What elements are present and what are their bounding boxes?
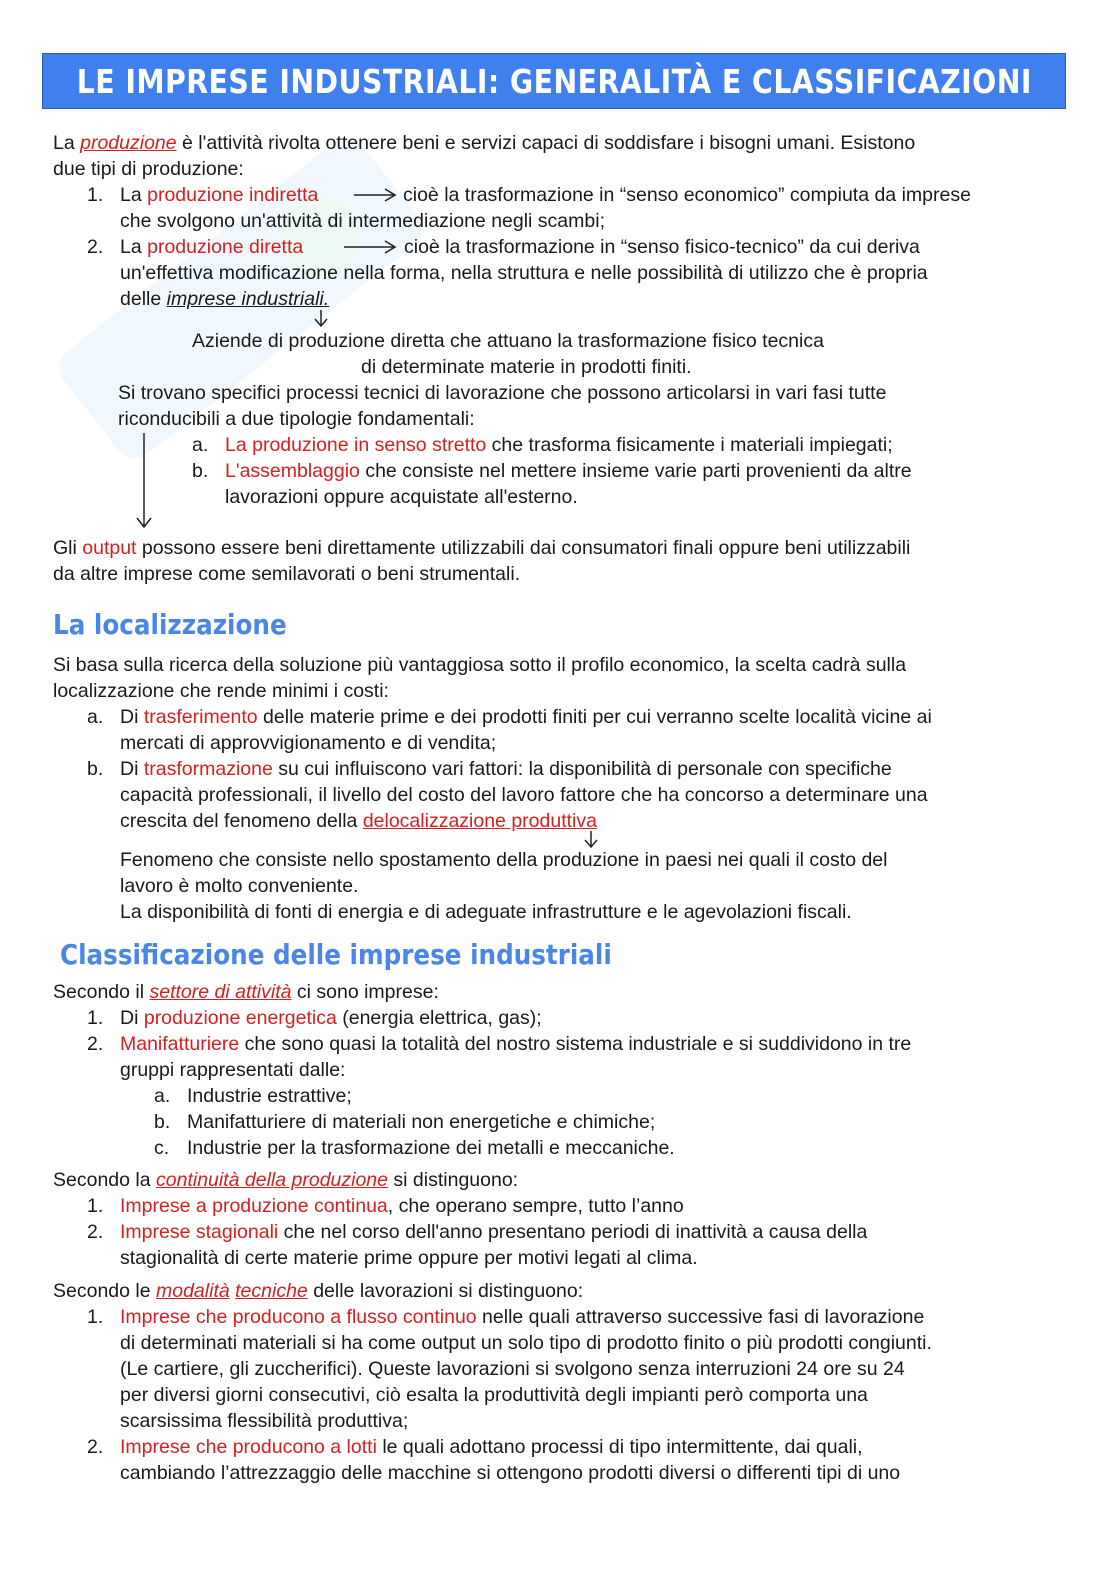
modalita-item-2: Imprese che producono a lotti le quali adottano processi di tipo intermittente, dai quali,: [120, 1436, 863, 1458]
item1-line-2: che svolgono un'attività di intermediazione negli scambi;: [120, 210, 605, 232]
aziende-line-2: di determinate materie in prodotti finiti.: [361, 356, 692, 378]
item1-line-1: La produzione indiretta: [120, 184, 319, 206]
item1-line-1-rest: cioè la trasformazione in “senso economico” compiuta da imprese: [403, 184, 971, 206]
loc-a-line-2: mercati di approvvigionamento e di vendita;: [120, 732, 497, 754]
continuita-item-2-line-2: stagionalità di certe materie prime oppure per motivi legati al clima.: [120, 1247, 698, 1269]
settore-item-1: Di produzione energetica (energia elettrica, gas);: [120, 1007, 542, 1029]
output-line-2: da altre imprese come semilavorati o beni strumentali.: [53, 563, 521, 585]
settore-intro: Secondo il settore di attività ci sono imprese:: [53, 981, 439, 1003]
aziende-line-1: Aziende di produzione diretta che attuano la trasformazione fisico tecnica: [192, 330, 824, 352]
settore-item-2-line-2: gruppi rappresentati dalle:: [120, 1059, 346, 1081]
list-number: 1.: [87, 1007, 104, 1029]
loc-line-2: localizzazione che rende minimi i costi:: [53, 680, 389, 702]
tipologia-b: L'assemblaggio che consiste nel mettere insieme varie parti provenienti da altre: [225, 460, 912, 482]
modalita-item-1-line-2: di determinati materiali si ha come output un solo tipo di prodotto finito o più prodotti congiunti.: [120, 1332, 932, 1354]
modalita-item-1-line-5: scarsissima flessibilità produttiva;: [120, 1410, 409, 1432]
continuita-item-2: Imprese stagionali che nel corso dell'anno presentano periodi di inattività a causa della: [120, 1221, 868, 1243]
continuita-intro: Secondo la continuità della produzione si distinguono:: [53, 1169, 519, 1191]
list-letter: c.: [154, 1137, 170, 1159]
output-line-1: Gli output possono essere beni direttamente utilizzabili dai consumatori finali oppure beni utilizzabili: [53, 537, 911, 559]
tipologia-a: La produzione in senso stretto che trasforma fisicamente i materiali impiegati;: [225, 434, 893, 456]
continuita-item-1: Imprese a produzione continua, che operano sempre, tutto l’anno: [120, 1195, 684, 1217]
item2-line-1: La produzione diretta: [120, 236, 304, 258]
right-arrow-icon: [352, 186, 398, 204]
list-number: 1.: [87, 1306, 104, 1328]
gruppo-b: Manifatturiere di materiali non energetiche e chimiche;: [187, 1111, 656, 1133]
item2-line-2: un'effettiva modificazione nella forma, nella struttura e nelle possibilità di utilizzo che è propria: [120, 262, 928, 284]
list-letter: a.: [154, 1085, 171, 1107]
modalita-item-1-line-3: (Le cartiere, gli zuccherifici). Queste lavorazioni si svolgono senza interruzioni 24 ore su 24: [120, 1358, 905, 1380]
tipologia-b-line-2: lavorazioni oppure acquistate all'esterno.: [225, 486, 578, 508]
item2-line-3: delle imprese industriali.: [120, 288, 330, 310]
fenomeno-line-3: La disponibilità di fonti di energia e di adeguate infrastrutture e le agevolazioni fiscali.: [120, 901, 852, 923]
list-number: 2.: [87, 1033, 104, 1055]
item2-line-1-rest: cioè la trasformazione in “senso fisico-tecnico” da cui deriva: [404, 236, 920, 258]
list-number: 2.: [87, 236, 104, 258]
loc-line-1: Si basa sulla ricerca della soluzione più vantaggiosa sotto il profilo economico, la scelta cadrà sulla: [53, 654, 907, 676]
gruppo-c: Industrie per la trasformazione dei metalli e meccaniche.: [187, 1137, 675, 1159]
modalita-item-1-line-4: per diversi giorni consecutivi, ciò esalta la produttività degli impianti però comporta una: [120, 1384, 868, 1406]
page-title: LE IMPRESE INDUSTRIALI: GENERALITÀ E CLASSIFICAZIONI: [76, 61, 1032, 101]
loc-b-line-2: capacità professionali, il livello del costo del lavoro fattore che ha concorso a determinare una: [120, 784, 928, 806]
down-arrow-icon: [313, 309, 329, 329]
list-number: 1.: [87, 184, 104, 206]
loc-b-line-1: Di trasformazione su cui influiscono vari fattori: la disponibilità di personale con specifiche: [120, 758, 892, 780]
gruppo-a: Industrie estrattive;: [187, 1085, 352, 1107]
list-letter: b.: [192, 460, 209, 482]
list-letter: a.: [192, 434, 209, 456]
list-number: 2.: [87, 1221, 104, 1243]
list-letter: a.: [87, 706, 104, 728]
right-arrow-icon: [342, 238, 398, 256]
modalita-intro: Secondo le modalità tecniche delle lavorazioni si distinguono:: [53, 1280, 584, 1302]
list-number: 1.: [87, 1195, 104, 1217]
settore-item-2: Manifatturiere che sono quasi la totalità del nostro sistema industriale e si suddividono in tre: [120, 1033, 912, 1055]
modalita-item-1: Imprese che producono a flusso continuo nelle quali attraverso successive fasi di lavorazione: [120, 1306, 925, 1328]
modalita-item-2-line-2: cambiando l’attrezzaggio delle macchine si ottengono prodotti diversi o differenti tipi di uno: [120, 1462, 901, 1484]
fenomeno-line-1: Fenomeno che consiste nello spostamento della produzione in paesi nei quali il costo del: [120, 849, 888, 871]
intro-line-2: due tipi di produzione:: [53, 158, 244, 180]
processi-line-1: Si trovano specifici processi tecnici di lavorazione che possono articolarsi in vari fasi tutte: [118, 382, 887, 404]
loc-b-line-3: crescita del fenomeno della delocalizzazione produttiva: [120, 810, 597, 832]
list-number: 2.: [87, 1436, 104, 1458]
section-heading-localizzazione: La localizzazione: [53, 608, 287, 641]
down-arrow-icon: [135, 432, 153, 530]
fenomeno-line-2: lavoro è molto conveniente.: [120, 875, 359, 897]
intro-line-1: La produzione è l'attività rivolta ottenere beni e servizi capaci di soddisfare i bisogni umani. Esistono: [53, 132, 916, 154]
list-letter: b.: [87, 758, 104, 780]
section-heading-classificazione: Classificazione delle imprese industriali: [60, 938, 612, 971]
title-banner: [42, 53, 1066, 109]
loc-a-line-1: Di trasferimento delle materie prime e dei prodotti finiti per cui verranno scelte località vicine ai: [120, 706, 932, 728]
processi-line-2: riconducibili a due tipologie fondamentali:: [118, 408, 475, 430]
list-letter: b.: [154, 1111, 171, 1133]
